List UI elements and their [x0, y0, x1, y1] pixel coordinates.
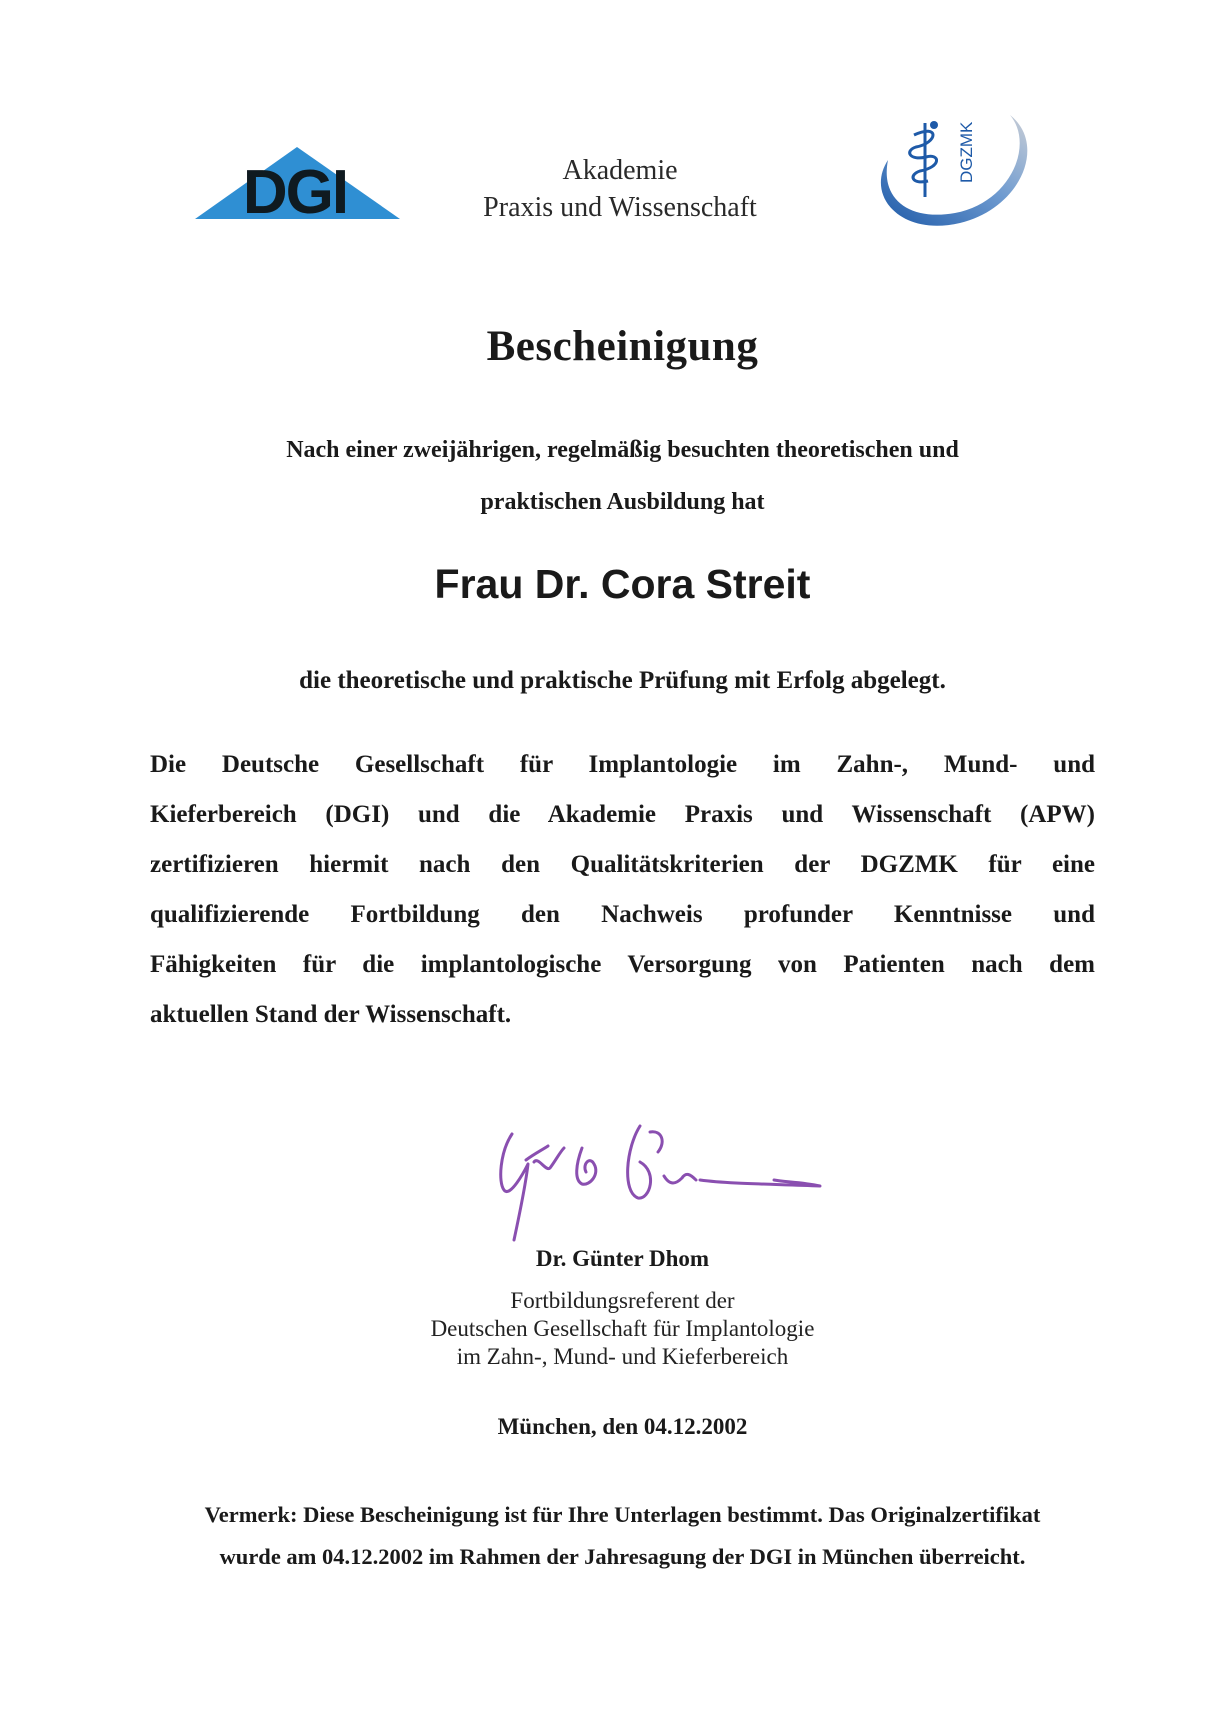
paragraph-line: zertifizieren hiermit nach den Qualitätskriterien der DGZMK für eine: [150, 851, 1095, 878]
paragraph-line: Kieferbereich (DGI) und die Akademie Praxis und Wissenschaft (APW): [150, 801, 1095, 828]
signer-role-line-2: Deutschen Gesellschaft für Implantologie: [430, 1316, 815, 1341]
document-title: Bescheinigung: [486, 323, 759, 370]
dgzmk-logo: [860, 105, 1040, 235]
note-line-2: wurde am 04.12.2002 im Rahmen der Jahresagung der DGI in München überreicht.: [219, 1544, 1026, 1569]
intro-line-2: praktischen Ausbildung hat: [480, 489, 765, 515]
svg-text:DGI: DGI: [242, 158, 348, 223]
signer-role-line-1: Fortbildungsreferent der: [510, 1288, 735, 1313]
exam-result: die theoretische und praktische Prüfung mit Erfolg abgelegt.: [299, 667, 946, 694]
signer-role-line-3: im Zahn-, Mund- und Kieferbereich: [456, 1344, 789, 1369]
paragraph-line: qualifizierende Fortbildung den Nachweis profunder Kenntnisse und: [150, 901, 1095, 928]
signature: [490, 1112, 850, 1252]
intro-line-1: Nach einer zweijährigen, regelmäßig besuchten theoretischen und: [286, 437, 959, 463]
paragraph-line: Die Deutsche Gesellschaft für Implantologie im Zahn-, Mund- und: [150, 751, 1095, 778]
academy-name: [430, 152, 810, 226]
academy-line-2: Praxis und Wissenschaft: [483, 192, 757, 223]
svg-text:DGZMK: DGZMK: [957, 121, 976, 183]
signer-name: Dr. Günter Dhom: [535, 1246, 710, 1271]
place-and-date: München, den 04.12.2002: [497, 1414, 748, 1439]
recipient-name: Frau Dr. Cora Streit: [434, 561, 811, 607]
dgi-logo: [195, 143, 400, 223]
paragraph-line: Fähigkeiten für die implantologische Versorgung von Patienten nach dem: [150, 951, 1095, 978]
academy-line-1: Akademie: [562, 155, 678, 186]
paragraph-line: aktuellen Stand der Wissenschaft.: [150, 1001, 512, 1028]
note-line-1: Vermerk: Diese Bescheinigung ist für Ihre Unterlagen bestimmt. Das Originalzertifikat: [204, 1502, 1041, 1527]
certification-paragraph: [150, 740, 1095, 1040]
